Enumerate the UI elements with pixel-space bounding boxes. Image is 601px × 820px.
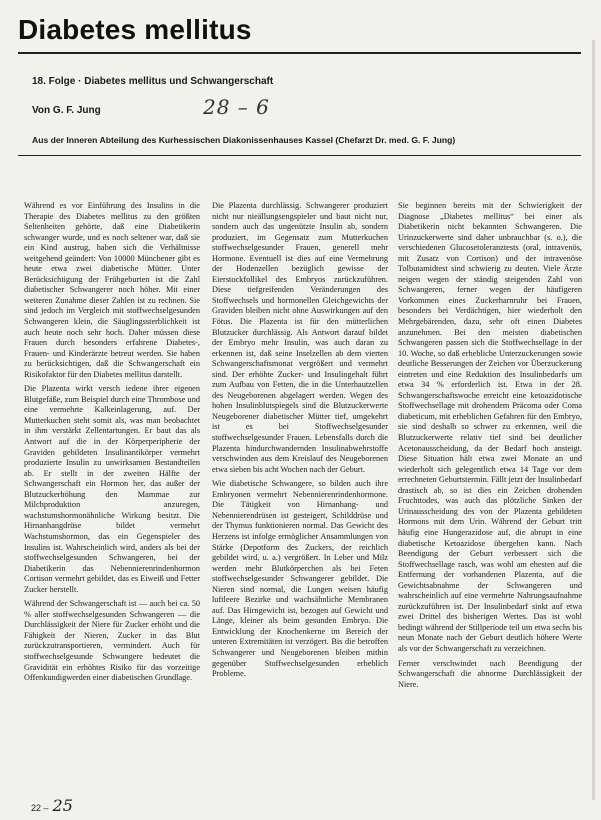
text-column-1 <box>24 201 200 786</box>
header-rule <box>18 155 581 156</box>
page-number-print: 22 – <box>31 803 49 813</box>
text-column-3 <box>398 201 582 786</box>
top-rule <box>18 52 581 54</box>
paragraph: Ferner verschwindet nach Beendigung der Schwangerschaft die abnorme Durchlässigkeit der Niere. <box>398 658 582 689</box>
page-number <box>31 796 73 815</box>
author-line: Von G. F. Jung <box>32 105 101 116</box>
handwritten-note: 28 – 6 <box>203 95 270 119</box>
paragraph: Die Plazenta wirkt versch iedene ihrer eigenen Blutgefäße, zum Beispiel durch eine Thrombose und eine vermehrte Kalkeinlagerung, auf. Der Mutterkuchen steht somit als, was man beobachtet in ihm verstärkt Zellentartungen. Er baut das als Antwort auf die in der Körperperipherie der Graviden gebildeten Insulinantikörper vermehrt produzierte Insulin zu unwirksamen Bestandteilen ab. Er stellt in der zweiten Hälfte der Schwangerschaft ein Hormon her, das außer der Blutzuckerhöhung den Mammae zur Milchproduktion anzuregen, wachstumshormonähnliche Wirkung besitzt. Die Hirnanhangdrüse bildet vermehrt Wachstumshormon, das ein Gegenspieler des Insulins ist. Wahrscheinlich wird, anders als bei der stoffwechselgesunden Schwangeren, bei der Diabetikerin das Nebennierenrindenhormon Cortison vermehrt gebildet, das es Eiweiß und Fetter Zucker herstellt. <box>24 384 200 594</box>
series-heading: 18. Folge · Diabetes mellitus und Schwangerschaft <box>32 76 274 87</box>
page-title: Diabetes mellitus <box>18 14 252 45</box>
paragraph: Wie diabetische Schwangere, so bilden auch ihre Embryonen vermehrt Nebennierenrindenhormone. Die Tätigkeit von Hirnanhang- und Nebennierendrüsen ist gesteigert, Schilddrüse und der Thymus funktionieren normal. Das Gewicht des Herzens ist infolge ermöglicher Ansammlungen von Stärke (Depotform des Zuckers, der reichlich gebildet wird, u. a.) vergrößert. In Leber und Milz werden mehr Blutkörperchen als bei Feten stoffwechselgesunder Schwangerer gebildet. Die Nieren sind normal, die Lungen weisen häufig luftleere Bezirke und wachsähnliche Membranen auf. Das Hirngewicht ist, bezogen auf Gewicht und Länge, kleiner als beim gesunden Embryo. Die Entwicklung der Knochenkerne im Bereich der unteren Extremitäten ist verzögert. Bis die betroffen Schwangerer und Neugeborenen bleiben mithin gegenüber Stoffwechselgesunden erheblich Probleme. <box>212 479 388 679</box>
paragraph: Sie beginnen bereits mit der Schwierigkeit der Diagnose „Diabetes mellitus“ bei einer als Diabetikerin nicht bekannten Schwangeren. Die Urinzuckerwerte sind daher unbrauchbar (s. o.), die verschiedenen Glucosetoleranztests (oral, intravenös, mit Zusatz von Cortison) und der intravenöse Tolbutamidtest sind schwierig zu deuten. Viele Ärzte neigen wegen der ständig steigenden Zahl von Schwangeren, ferner wegen der häufigeren Vorkommen eines Zuckerharnruhr bei Frauen, besonders bei Verdächtigen, hier wiederholt den Mehrgebärenden, dazu, sehr oft einen Diabetes anzunehmen. Bei den meisten diabetischen Schwangeren passen sich die Stoffwechsellage in der 10. Woche, so daß erhebliche Unterzuckerungen sowie deutliche Besserungen der Zeichen vor Überzuckerung eintreten und eine Reduktion des Insulinbedarfs um etwa 34 % erforderlich ist. Etwa in der 28. Schwangerschaftswoche erreicht eine ketoazidotische Stoffwechsellage mit drohendem Präcoma oder Coma diabeticum, mit erheblichen Gefahren für den Embryo, sie sind deshalb so schwer zu erkennen, weil die Blutzuckerwerte relativ tief sind bei deutlicher Acetonausscheidung, da der Bedarf hoch ansteigt. Diese Situation hält etwa zwei Monate an und wiederholt sich gelegentlich etwa 14 Tage vor dem errechneten Geburtstermin. Fällt jetzt der Insulinbedarf drastisch ab, so ist dies ein Zeichen drohenden Fruchttodes, was auch das plötzliche Sinken der Urinausscheidung des von der Plazenta gebildeten Hormons mit dem Urin. Während der Geburt tritt häufig eine Hungerazidose auf, die abrupt in eine diabetische Ketoazidose übergehen kann. Nach Beendigung der Geburt verbessert sich die Stoffwechsellage rasch, was wohl am ehesten auf die Entfernung der vorhandenen Plazenta, auf die Gewichtsabnahme der Schwangeren und wahrscheinlich auf eine vermehrte Nahrungsaufnahme zurückzuführen ist. Der Insulinbedarf sinkt auf etwa zwei Drittel des bisherigen Wertes. Das ist wohl bedingt während der Stillperiode teil um etwa sechs bis neun Monate nach der Geburt deutlich höhere Werte als vor der Schwangerschaft zu verzeichnen. <box>398 201 582 653</box>
page-binding-shadow <box>592 40 595 800</box>
paragraph: Die Plazenta durchlässig. Schwangerer produziert nicht nur nieällungsengspieler und baut nicht nur, sondern auch das ungenützte Insulin ab, sondern produziert, im Gegensatz zum Mutterkuchen stoffwechselgesunder Frauen, generell mehr Hormone. Eventuell ist dies auf eine Vermehrung der Hodenzellen bezüglich gewisse der Eierstockfollikel des Embryos zurückzuführen. Diese tiefgreifenden Veränderungen des Stoffwechsels und hormonellen Gleichgewichts der Graviden bleiben nicht ohne Auswirkungen auf den Fötus. Die Plazenta ist für den mütterlichen Blutzucker durchlässig. Als Antwort darauf bildet der Embryo mehr Insulin, was auch daran zu erkennen ist, daß seine Inselzellen ab dem vierten Schwangerschaftsmonat vergrößert und vermehrt sind. Der erhöhte Zucker- und Insulingehalt führt zum Aufbau von Fetten, die in die Unterhautzellen des Neugeborenen abgelagert werden. Wegen des hohen Insulinblutspiegels sind die Blutzuckerwerte Neugeborener diabetischer Mütter tief, umgekehrt ist es bei Stoffwechselgesunder stoffwechselgesunder Frauen. Lebensfalls durch die Plazenta hindurchwandernden Insulinabwehrstoffe verschwinden aus dem Kreislauf des Neugeborenen etwa sieben bis acht Wochen nach der Geburt. <box>212 201 388 474</box>
page-number-handwritten: 25 <box>52 796 73 815</box>
paragraph: Während es vor Einführung des Insulins in die Therapie des Diabetes mellitus zu den größten Seltenheiten gehörte, daß eine Diabetikerin schwanger wurde, und es noch seltener war, daß sie ein Kind austrug, haben sich die Verhältnisse weitgehend geändert: Von 10000 Münchener gibt es heute etwa zwei diabetische Mütter. Unter Berücksichtigung der Frühgeburten ist die Zahl diabetischer Schwangerer noch höher. Mit einer weiteren Zunahme dieser Zahlen ist zu rechnen. Sie sind jedoch im Vergleich mit stoffwechselgesunden Schwangeren klein, die Säuglingssterblichkeit ist auch heute noch sehr hoch. Daher müssen diese Frauen durch besonders erfahrene Diabetes-, Frauen- und Kinderärzte betreut werden. Sie haben zu berücksichtigen, daß die Schwangerschaft ein Risikofaktor für den Diabetes mellitus darstellt. <box>24 201 200 379</box>
text-column-2 <box>212 201 388 786</box>
paragraph: Während der Schwangerschaft ist — auch bei ca. 50 % aller stoffwechselgesunden Schwangeren — die Durchlässigkeit der Niere für Zucker erhöht und die Fähigkeit der Nieren, Zucker in das Blut zurückzutransportieren, vermindert. Auch für stoffwechselgesunde Schwangere bedeutet die Gravidität ein erhöhtes Risiko für das vorzeitige Offenkundigwerden einer diabetischen Grundlage. <box>24 599 200 683</box>
affiliation-line: Aus der Inneren Abteilung des Kurhessischen Diakonissenhauses Kassel (Chefarzt Dr. med. G. F. Jung) <box>32 135 456 145</box>
